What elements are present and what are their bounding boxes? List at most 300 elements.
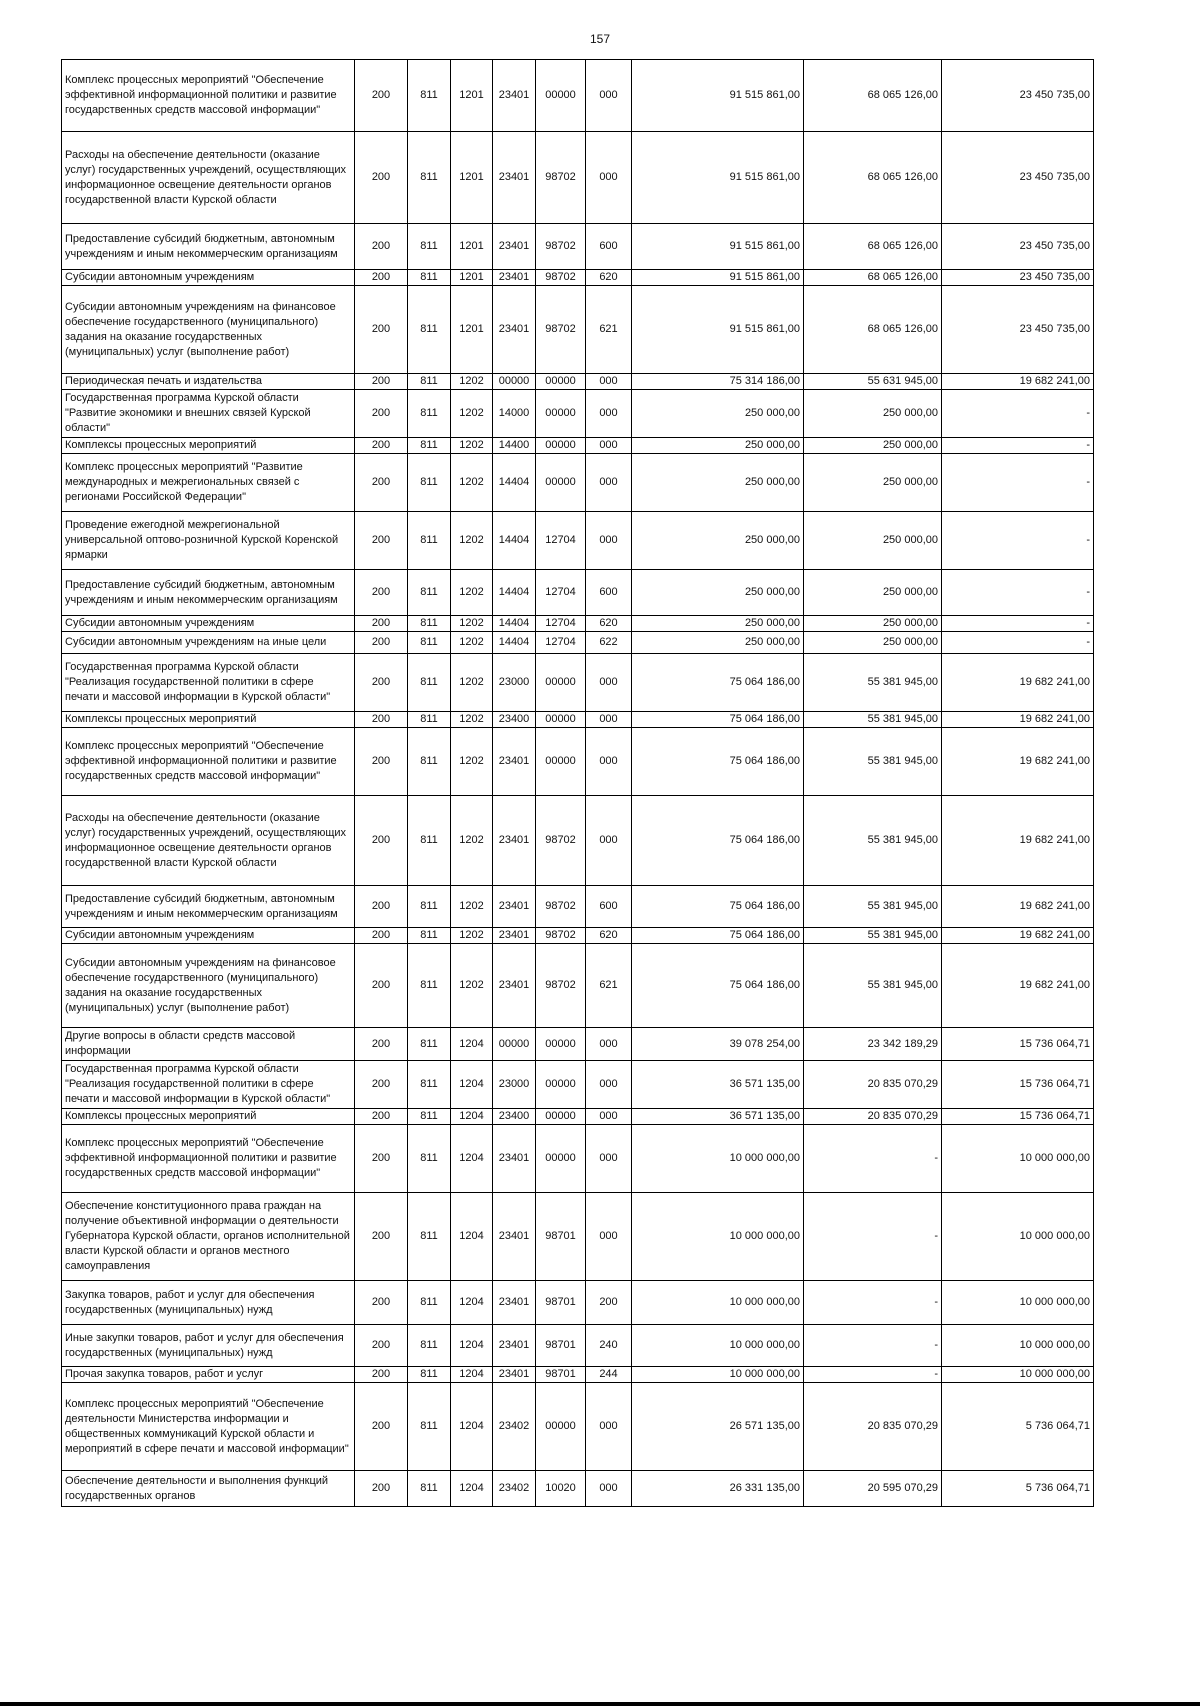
table-row	[62, 796, 1094, 886]
table-row	[62, 728, 1094, 796]
row-code-1: 200	[355, 1383, 408, 1471]
row-value-3: 23 450 735,00	[942, 286, 1094, 374]
row-code-6: 000	[586, 438, 632, 454]
row-code-6: 000	[586, 1383, 632, 1471]
row-value-3: -	[942, 390, 1094, 438]
row-value-1: 250 000,00	[632, 616, 804, 632]
row-code-5: 00000	[536, 1125, 586, 1193]
row-value-1: 250 000,00	[632, 438, 804, 454]
row-code-2: 811	[408, 1471, 451, 1507]
row-code-2: 811	[408, 1281, 451, 1325]
row-name: Расходы на обеспечение деятельности (оказание услуг) государственных учреждений, осуществляющих информационное освещение деятельности органов государственной власти Курской области	[62, 132, 355, 224]
row-value-3: 19 682 241,00	[942, 886, 1094, 928]
row-code-2: 811	[408, 132, 451, 224]
row-code-5: 12704	[536, 512, 586, 570]
scan-edge-rule	[0, 1702, 1200, 1706]
row-code-2: 811	[408, 270, 451, 286]
table-row	[62, 270, 1094, 286]
row-value-3: 15 736 064,71	[942, 1109, 1094, 1125]
row-value-3: 19 682 241,00	[942, 796, 1094, 886]
row-name: Закупка товаров, работ и услуг для обеспечения государственных (муниципальных) нужд	[62, 1281, 355, 1325]
table-row	[62, 944, 1094, 1028]
row-value-1: 91 515 861,00	[632, 132, 804, 224]
row-code-5: 98702	[536, 224, 586, 270]
row-value-3: 19 682 241,00	[942, 728, 1094, 796]
row-code-6: 000	[586, 512, 632, 570]
row-code-3: 1204	[451, 1281, 493, 1325]
row-code-2: 811	[408, 454, 451, 512]
row-value-3: 10 000 000,00	[942, 1281, 1094, 1325]
row-value-3: -	[942, 438, 1094, 454]
row-name: Комплексы процессных мероприятий	[62, 1109, 355, 1125]
row-code-2: 811	[408, 1028, 451, 1061]
row-code-2: 811	[408, 1383, 451, 1471]
row-value-1: 250 000,00	[632, 570, 804, 616]
row-code-3: 1204	[451, 1471, 493, 1507]
row-value-1: 75 064 186,00	[632, 928, 804, 944]
row-code-3: 1204	[451, 1383, 493, 1471]
row-value-3: 5 736 064,71	[942, 1383, 1094, 1471]
row-code-4: 23401	[493, 944, 536, 1028]
row-value-1: 36 571 135,00	[632, 1061, 804, 1109]
row-value-2: 68 065 126,00	[804, 132, 942, 224]
row-code-6: 240	[586, 1325, 632, 1367]
row-code-1: 200	[355, 928, 408, 944]
row-name: Субсидии автономным учреждениям	[62, 270, 355, 286]
row-name: Субсидии автономным учреждениям на финансовое обеспечение государственного (муниципального) задания на оказание государственных (муниципальных) услуг (выполнение работ)	[62, 286, 355, 374]
row-value-2: 68 065 126,00	[804, 286, 942, 374]
row-code-3: 1202	[451, 570, 493, 616]
row-value-2: 20 835 070,29	[804, 1383, 942, 1471]
row-code-5: 98702	[536, 286, 586, 374]
table-row	[62, 616, 1094, 632]
row-code-3: 1204	[451, 1028, 493, 1061]
table-row	[62, 632, 1094, 654]
row-code-6: 621	[586, 944, 632, 1028]
row-code-3: 1204	[451, 1061, 493, 1109]
table-row	[62, 1471, 1094, 1507]
row-code-4: 00000	[493, 1028, 536, 1061]
table-row	[62, 1028, 1094, 1061]
row-code-1: 200	[355, 224, 408, 270]
row-code-4: 14404	[493, 512, 536, 570]
row-code-2: 811	[408, 1325, 451, 1367]
row-code-4: 23401	[493, 1367, 536, 1383]
row-value-3: 5 736 064,71	[942, 1471, 1094, 1507]
table-row	[62, 1281, 1094, 1325]
row-value-2: 20 835 070,29	[804, 1061, 942, 1109]
row-name: Комплекс процессных мероприятий "Развитие международных и межрегиональных связей с регионами Российской Федерации"	[62, 454, 355, 512]
row-code-3: 1201	[451, 60, 493, 132]
row-value-1: 75 064 186,00	[632, 654, 804, 712]
row-code-1: 200	[355, 944, 408, 1028]
row-code-4: 23400	[493, 712, 536, 728]
row-value-3: -	[942, 512, 1094, 570]
row-code-6: 620	[586, 270, 632, 286]
row-value-1: 10 000 000,00	[632, 1367, 804, 1383]
row-value-1: 250 000,00	[632, 632, 804, 654]
row-value-2: 20 595 070,29	[804, 1471, 942, 1507]
row-code-1: 200	[355, 632, 408, 654]
row-code-5: 98702	[536, 928, 586, 944]
row-code-6: 000	[586, 374, 632, 390]
row-code-5: 98702	[536, 132, 586, 224]
row-code-4: 23401	[493, 1125, 536, 1193]
row-code-6: 600	[586, 886, 632, 928]
row-code-4: 23402	[493, 1471, 536, 1507]
row-code-4: 23401	[493, 796, 536, 886]
row-code-3: 1204	[451, 1325, 493, 1367]
row-value-3: 15 736 064,71	[942, 1061, 1094, 1109]
row-code-6: 000	[586, 796, 632, 886]
row-value-1: 250 000,00	[632, 454, 804, 512]
row-code-5: 98702	[536, 944, 586, 1028]
row-value-3: 23 450 735,00	[942, 270, 1094, 286]
row-value-2: 68 065 126,00	[804, 60, 942, 132]
table-row	[62, 1383, 1094, 1471]
row-code-6: 621	[586, 286, 632, 374]
row-code-2: 811	[408, 728, 451, 796]
row-code-6: 000	[586, 712, 632, 728]
row-name: Комплекс процессных мероприятий "Обеспечение деятельности Министерства информации и общественных коммуникаций Курской области и мероприятий в сфере печати и массовой информации"	[62, 1383, 355, 1471]
row-value-2: -	[804, 1325, 942, 1367]
row-code-6: 244	[586, 1367, 632, 1383]
row-code-1: 200	[355, 390, 408, 438]
row-value-2: 68 065 126,00	[804, 224, 942, 270]
row-name: Другие вопросы в области средств массовой информации	[62, 1028, 355, 1061]
row-code-6: 000	[586, 132, 632, 224]
row-code-1: 200	[355, 616, 408, 632]
row-code-6: 000	[586, 1109, 632, 1125]
row-code-6: 000	[586, 1193, 632, 1281]
row-value-1: 10 000 000,00	[632, 1325, 804, 1367]
row-code-6: 620	[586, 616, 632, 632]
row-value-3: 19 682 241,00	[942, 712, 1094, 728]
row-code-6: 600	[586, 570, 632, 616]
table-row	[62, 1125, 1094, 1193]
row-code-3: 1202	[451, 390, 493, 438]
row-code-1: 200	[355, 374, 408, 390]
row-code-4: 23401	[493, 286, 536, 374]
table-row	[62, 712, 1094, 728]
row-code-4: 23401	[493, 728, 536, 796]
row-name: Комплекс процессных мероприятий "Обеспечение эффективной информационной политики и развитие государственных средств массовой информации"	[62, 60, 355, 132]
row-code-5: 98701	[536, 1193, 586, 1281]
row-code-3: 1202	[451, 616, 493, 632]
table-row	[62, 1325, 1094, 1367]
table-row	[62, 438, 1094, 454]
row-value-3: -	[942, 616, 1094, 632]
row-code-1: 200	[355, 654, 408, 712]
page-number: 157	[589, 32, 611, 46]
row-value-3: -	[942, 570, 1094, 616]
table-row	[62, 570, 1094, 616]
row-value-1: 36 571 135,00	[632, 1109, 804, 1125]
row-code-4: 23401	[493, 132, 536, 224]
row-code-6: 000	[586, 1471, 632, 1507]
row-code-5: 12704	[536, 632, 586, 654]
row-name: Государственная программа Курской области "Развитие экономики и внешних связей Курской области"	[62, 390, 355, 438]
table-row	[62, 654, 1094, 712]
row-name: Субсидии автономным учреждениям	[62, 928, 355, 944]
row-code-6: 000	[586, 654, 632, 712]
row-code-1: 200	[355, 712, 408, 728]
row-code-3: 1204	[451, 1193, 493, 1281]
table-row	[62, 454, 1094, 512]
row-code-4: 23401	[493, 1325, 536, 1367]
row-code-2: 811	[408, 944, 451, 1028]
row-code-4: 23000	[493, 1061, 536, 1109]
row-code-2: 811	[408, 1109, 451, 1125]
row-code-2: 811	[408, 712, 451, 728]
row-value-3: 10 000 000,00	[942, 1367, 1094, 1383]
row-code-6: 000	[586, 60, 632, 132]
table-row	[62, 390, 1094, 438]
row-name: Расходы на обеспечение деятельности (оказание услуг) государственных учреждений, осуществляющих информационное освещение деятельности органов государственной власти Курской области	[62, 796, 355, 886]
row-code-2: 811	[408, 1061, 451, 1109]
row-code-1: 200	[355, 132, 408, 224]
row-code-2: 811	[408, 224, 451, 270]
row-code-1: 200	[355, 1281, 408, 1325]
row-value-3: -	[942, 632, 1094, 654]
row-code-5: 12704	[536, 616, 586, 632]
row-value-3: 19 682 241,00	[942, 928, 1094, 944]
row-value-3: 10 000 000,00	[942, 1193, 1094, 1281]
row-name: Прочая закупка товаров, работ и услуг	[62, 1367, 355, 1383]
row-value-2: 250 000,00	[804, 390, 942, 438]
row-code-5: 00000	[536, 1383, 586, 1471]
row-value-3: 19 682 241,00	[942, 374, 1094, 390]
row-code-1: 200	[355, 570, 408, 616]
row-code-1: 200	[355, 1325, 408, 1367]
row-code-6: 000	[586, 390, 632, 438]
row-name: Иные закупки товаров, работ и услуг для обеспечения государственных (муниципальных) нужд	[62, 1325, 355, 1367]
table-row	[62, 1061, 1094, 1109]
row-code-6: 000	[586, 1028, 632, 1061]
row-value-2: 250 000,00	[804, 632, 942, 654]
row-code-6: 000	[586, 1061, 632, 1109]
row-code-4: 23401	[493, 1193, 536, 1281]
row-code-4: 14404	[493, 570, 536, 616]
row-name: Комплекс процессных мероприятий "Обеспечение эффективной информационной политики и развитие государственных средств массовой информации"	[62, 728, 355, 796]
row-name: Государственная программа Курской области "Реализация государственной политики в сфере печати и массовой информации в Курской области"	[62, 654, 355, 712]
row-value-1: 91 515 861,00	[632, 60, 804, 132]
row-code-3: 1201	[451, 132, 493, 224]
row-name: Обеспечение деятельности и выполнения функций государственных органов	[62, 1471, 355, 1507]
row-code-5: 00000	[536, 454, 586, 512]
row-code-6: 000	[586, 1125, 632, 1193]
row-code-2: 811	[408, 654, 451, 712]
row-code-1: 200	[355, 1367, 408, 1383]
row-code-2: 811	[408, 1367, 451, 1383]
row-value-3: 10 000 000,00	[942, 1125, 1094, 1193]
row-code-1: 200	[355, 728, 408, 796]
row-value-1: 91 515 861,00	[632, 286, 804, 374]
row-code-5: 98701	[536, 1367, 586, 1383]
row-code-6: 000	[586, 454, 632, 512]
row-code-2: 811	[408, 928, 451, 944]
row-name: Комплексы процессных мероприятий	[62, 712, 355, 728]
row-code-2: 811	[408, 374, 451, 390]
row-value-2: 55 381 945,00	[804, 796, 942, 886]
row-value-1: 75 064 186,00	[632, 886, 804, 928]
row-code-1: 200	[355, 60, 408, 132]
table-row	[62, 374, 1094, 390]
table-row	[62, 60, 1094, 132]
row-code-4: 14000	[493, 390, 536, 438]
row-code-3: 1202	[451, 438, 493, 454]
row-code-2: 811	[408, 570, 451, 616]
row-name: Комплексы процессных мероприятий	[62, 438, 355, 454]
row-value-2: -	[804, 1281, 942, 1325]
row-code-1: 200	[355, 1193, 408, 1281]
row-code-2: 811	[408, 512, 451, 570]
row-value-2: 68 065 126,00	[804, 270, 942, 286]
row-name: Предоставление субсидий бюджетным, автономным учреждениям и иным некоммерческим организациям	[62, 224, 355, 270]
row-code-6: 620	[586, 928, 632, 944]
row-value-1: 250 000,00	[632, 390, 804, 438]
row-code-1: 200	[355, 454, 408, 512]
row-code-3: 1204	[451, 1125, 493, 1193]
row-code-6: 622	[586, 632, 632, 654]
row-code-3: 1202	[451, 632, 493, 654]
row-value-3: 23 450 735,00	[942, 60, 1094, 132]
row-code-1: 200	[355, 1471, 408, 1507]
row-code-1: 200	[355, 438, 408, 454]
row-code-2: 811	[408, 60, 451, 132]
row-code-3: 1202	[451, 654, 493, 712]
row-value-3: 19 682 241,00	[942, 654, 1094, 712]
row-value-2: 55 381 945,00	[804, 944, 942, 1028]
table-row	[62, 1193, 1094, 1281]
table-row	[62, 224, 1094, 270]
row-code-5: 10020	[536, 1471, 586, 1507]
row-value-2: 20 835 070,29	[804, 1109, 942, 1125]
row-code-3: 1202	[451, 374, 493, 390]
row-name: Периодическая печать и издательства	[62, 374, 355, 390]
budget-table	[61, 59, 1094, 1507]
row-code-1: 200	[355, 286, 408, 374]
row-code-1: 200	[355, 1125, 408, 1193]
row-value-2: 250 000,00	[804, 438, 942, 454]
row-code-1: 200	[355, 1109, 408, 1125]
row-name: Обеспечение конституционного права граждан на получение объективной информации о деятельности Губернатора Курской области, органов исполнительной власти Курской области и органов местного самоуправления	[62, 1193, 355, 1281]
row-value-2: 23 342 189,29	[804, 1028, 942, 1061]
row-name: Предоставление субсидий бюджетным, автономным учреждениям и иным некоммерческим организациям	[62, 570, 355, 616]
row-code-4: 23401	[493, 928, 536, 944]
row-code-4: 23402	[493, 1383, 536, 1471]
row-value-1: 10 000 000,00	[632, 1193, 804, 1281]
row-name: Субсидии автономным учреждениям на финансовое обеспечение государственного (муниципального) задания на оказание государственных (муниципальных) услуг (выполнение работ)	[62, 944, 355, 1028]
row-name: Проведение ежегодной межрегиональной универсальной оптово-розничной Курской Коренской ярмарки	[62, 512, 355, 570]
table-row	[62, 512, 1094, 570]
row-value-2: 55 631 945,00	[804, 374, 942, 390]
row-value-1: 91 515 861,00	[632, 224, 804, 270]
row-code-5: 98702	[536, 886, 586, 928]
row-code-5: 00000	[536, 1109, 586, 1125]
row-code-4: 23401	[493, 60, 536, 132]
table-row	[62, 1109, 1094, 1125]
row-code-4: 00000	[493, 374, 536, 390]
row-code-2: 811	[408, 390, 451, 438]
row-code-2: 811	[408, 616, 451, 632]
row-value-1: 75 064 186,00	[632, 796, 804, 886]
row-value-1: 26 571 135,00	[632, 1383, 804, 1471]
row-code-4: 23400	[493, 1109, 536, 1125]
row-code-1: 200	[355, 1028, 408, 1061]
row-code-5: 00000	[536, 728, 586, 796]
row-code-5: 98701	[536, 1325, 586, 1367]
row-code-4: 23401	[493, 1281, 536, 1325]
row-code-4: 23401	[493, 270, 536, 286]
row-code-2: 811	[408, 632, 451, 654]
row-name: Государственная программа Курской области "Реализация государственной политики в сфере печати и массовой информации в Курской области"	[62, 1061, 355, 1109]
row-code-5: 00000	[536, 390, 586, 438]
row-value-3: 23 450 735,00	[942, 224, 1094, 270]
row-value-1: 91 515 861,00	[632, 270, 804, 286]
row-value-2: -	[804, 1125, 942, 1193]
row-code-3: 1202	[451, 728, 493, 796]
row-value-1: 26 331 135,00	[632, 1471, 804, 1507]
row-code-3: 1201	[451, 270, 493, 286]
row-value-2: 55 381 945,00	[804, 886, 942, 928]
row-code-4: 14400	[493, 438, 536, 454]
row-code-5: 98702	[536, 796, 586, 886]
row-value-2: 55 381 945,00	[804, 928, 942, 944]
row-code-3: 1202	[451, 886, 493, 928]
row-code-4: 23401	[493, 886, 536, 928]
row-code-3: 1202	[451, 512, 493, 570]
row-code-5: 00000	[536, 654, 586, 712]
row-value-3: 15 736 064,71	[942, 1028, 1094, 1061]
row-code-4: 14404	[493, 632, 536, 654]
row-value-3: 10 000 000,00	[942, 1325, 1094, 1367]
row-code-5: 00000	[536, 1028, 586, 1061]
row-code-6: 000	[586, 728, 632, 796]
row-code-3: 1201	[451, 224, 493, 270]
row-code-2: 811	[408, 796, 451, 886]
row-code-3: 1202	[451, 928, 493, 944]
row-code-3: 1202	[451, 796, 493, 886]
row-value-3: -	[942, 454, 1094, 512]
row-code-1: 200	[355, 270, 408, 286]
row-value-2: -	[804, 1193, 942, 1281]
row-code-5: 00000	[536, 1061, 586, 1109]
row-code-4: 14404	[493, 616, 536, 632]
row-code-3: 1204	[451, 1367, 493, 1383]
row-value-1: 10 000 000,00	[632, 1125, 804, 1193]
row-name: Субсидии автономным учреждениям	[62, 616, 355, 632]
row-code-6: 600	[586, 224, 632, 270]
row-name: Субсидии автономным учреждениям на иные цели	[62, 632, 355, 654]
row-code-1: 200	[355, 886, 408, 928]
row-code-6: 200	[586, 1281, 632, 1325]
row-value-2: 55 381 945,00	[804, 654, 942, 712]
row-code-3: 1202	[451, 712, 493, 728]
row-code-4: 23000	[493, 654, 536, 712]
row-code-3: 1204	[451, 1109, 493, 1125]
row-value-2: 250 000,00	[804, 454, 942, 512]
row-value-2: 250 000,00	[804, 616, 942, 632]
row-code-3: 1201	[451, 286, 493, 374]
row-value-1: 75 064 186,00	[632, 944, 804, 1028]
table-row	[62, 928, 1094, 944]
row-value-2: 250 000,00	[804, 512, 942, 570]
row-code-5: 00000	[536, 438, 586, 454]
row-code-5: 98702	[536, 270, 586, 286]
row-value-1: 250 000,00	[632, 512, 804, 570]
row-value-2: 55 381 945,00	[804, 728, 942, 796]
